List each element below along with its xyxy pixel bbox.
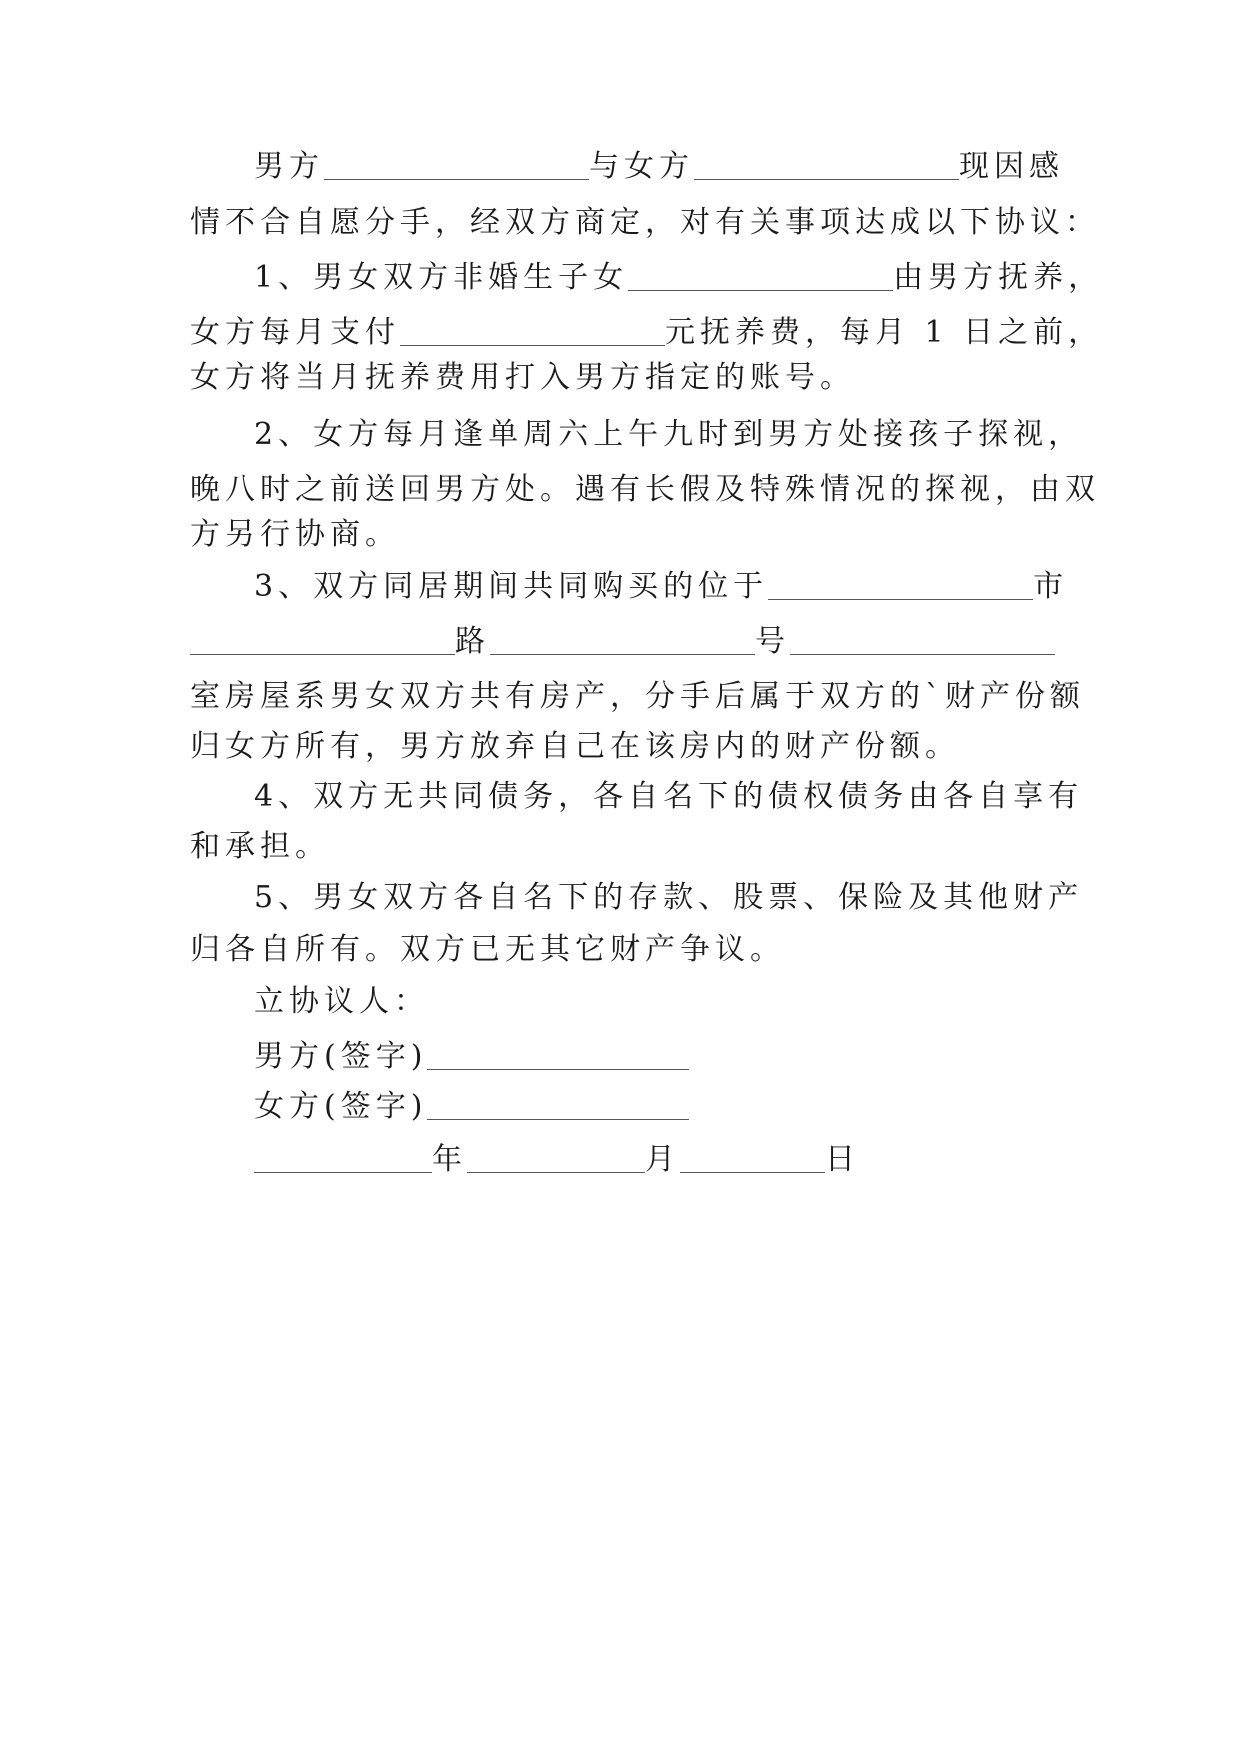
female-name-blank[interactable] [694,149,959,180]
city-label: 市 [1033,569,1069,604]
clause3-text-a: 3、双方同居期间共同购买的位于 [254,569,769,604]
year-label: 年 [432,1142,467,1177]
clause3-line3: 室房屋系男女双方共有房产，分手后属于双方的`财产份额 [190,679,1085,714]
female-signature-blank[interactable] [427,1089,689,1120]
clause1-text-b: 由男方抚养， [893,260,1104,295]
year-blank[interactable] [254,1142,432,1173]
clause4-line2: 和承担。 [190,829,330,864]
para1-line1 [254,137,1070,197]
date-line [254,1130,1070,1190]
clause1-text-c: 女方每月支付 [190,315,400,350]
clause4-line1: 4、双方无共同债务，各自名下的债权债务由各自享有 [254,779,1084,814]
month-label: 月 [645,1142,680,1177]
male-party-label: 男方 [254,149,324,184]
support-amount-blank[interactable] [400,315,665,346]
clause3-line1 [254,557,1070,617]
female-party-label: 与女方 [589,149,694,184]
day-label: 日 [825,1142,860,1177]
clause2-line1: 2、女方每月逢单周六上午九时到男方处接孩子探视， [254,417,1084,452]
road-blank[interactable] [190,624,455,655]
clause3-line4: 归女方所有，男方放弃自己在该房内的财产份额。 [190,729,960,764]
male-name-blank[interactable] [324,149,589,180]
room-blank[interactable] [790,624,1055,655]
clause2-line3: 方另行协商。 [190,517,400,552]
clause3-line2 [190,612,1070,672]
clause1-line1 [254,248,1104,308]
female-signature-label: 女方(签字) [254,1089,428,1124]
clause1-text-d: 元抚养费，每月 1 日之前， [665,315,1104,350]
month-blank[interactable] [467,1142,645,1173]
city-blank[interactable] [768,569,1033,600]
signatories-label: 立协议人： [254,984,429,1019]
male-signature-label: 男方(签字) [254,1039,428,1074]
day-blank[interactable] [680,1142,825,1173]
road-label: 路 [455,624,490,659]
clause5-line1: 5、男女双方各自名下的存款、股票、保险及其他财产 [254,880,1084,915]
clause1-line3: 女方将当月抚养费用打入男方指定的账号。 [190,360,855,395]
child-name-blank[interactable] [628,260,893,291]
clause5-line2: 归各自所有。双方已无其它财产争议。 [190,932,785,967]
number-label: 号 [755,624,790,659]
para1-text-end: 现因感 [959,149,1064,184]
clause1-text-a: 1、男女双方非婚生子女 [254,260,629,295]
clause2-line2: 晚八时之前送回男方处。遇有长假及特殊情况的探视，由双 [190,472,1100,507]
para1-line2: 情不合自愿分手，经双方商定，对有关事项达成以下协议： [190,205,1100,240]
male-signature-blank[interactable] [427,1039,689,1070]
female-signature-line [254,1077,1070,1137]
number-blank[interactable] [490,624,755,655]
